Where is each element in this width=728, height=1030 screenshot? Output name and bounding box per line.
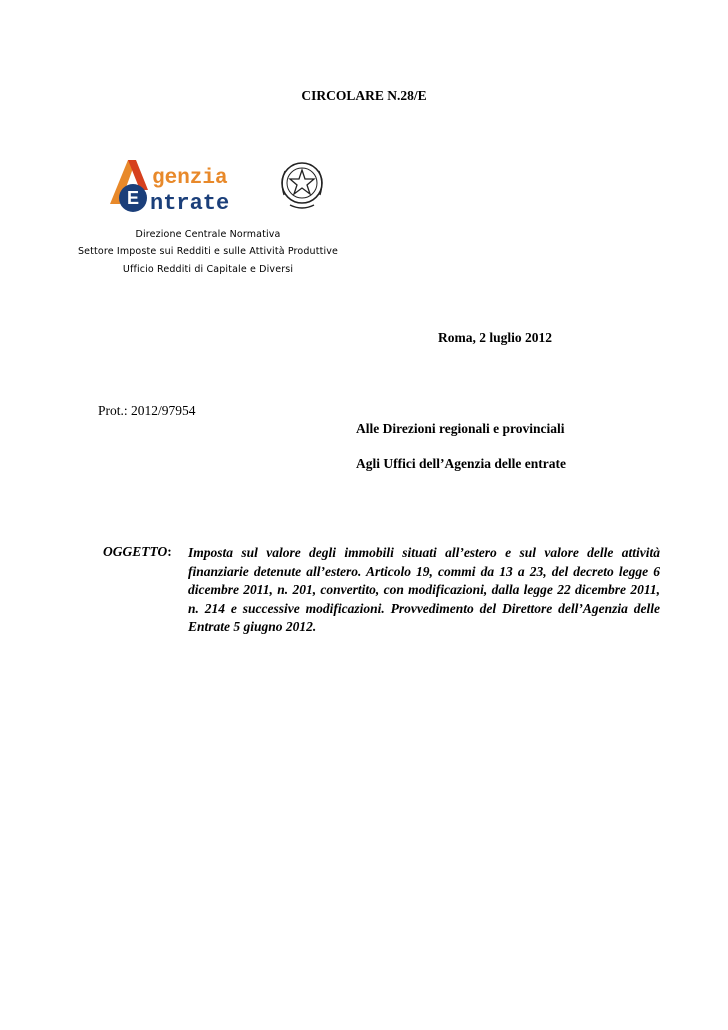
agenzia-entrate-logo [104, 154, 272, 214]
recipient-direzioni: Alle Direzioni regionali e provinciali [356, 421, 565, 436]
oggetto-label-text: OGGETTO [103, 544, 168, 559]
logo-e-letter: E [126, 188, 140, 208]
logo-text-genzia: genzia [152, 167, 228, 190]
office-direzione: Direzione Centrale Normativa [135, 229, 281, 240]
protocol-number: Prot.: 2012/97954 [98, 403, 196, 418]
recipient-uffici: Agli Uffici dell’Agenzia delle entrate [356, 456, 566, 471]
document-title: CIRCOLARE N.28/E [301, 88, 427, 103]
republic-emblem-icon [276, 157, 328, 213]
office-settore: Settore Imposte sui Redditi e sulle Attività Produttive [77, 246, 339, 257]
date-line: Roma, 2 luglio 2012 [438, 330, 553, 345]
logo-text-ntrate: ntrate [150, 191, 230, 214]
oggetto-text: Imposta sul valore degli immobili situati all’estero e sul valore delle attività finanziarie detenute all’estero. Articolo 19, commi da 13 a 23, del decreto legge 6 dicembre 2011, n. 201, convertito, con modificazioni, dalla legge 22 dicembre 2011, n. 214 e successive modificazioni. Provvedimento del Direttore dell’Agenzia delle Entrate 5 giugno 2012. [188, 545, 660, 634]
oggetto-label [103, 544, 172, 560]
oggetto-colon: : [167, 544, 172, 559]
office-ufficio: Ufficio Redditi di Capitale e Diversi [122, 264, 294, 275]
